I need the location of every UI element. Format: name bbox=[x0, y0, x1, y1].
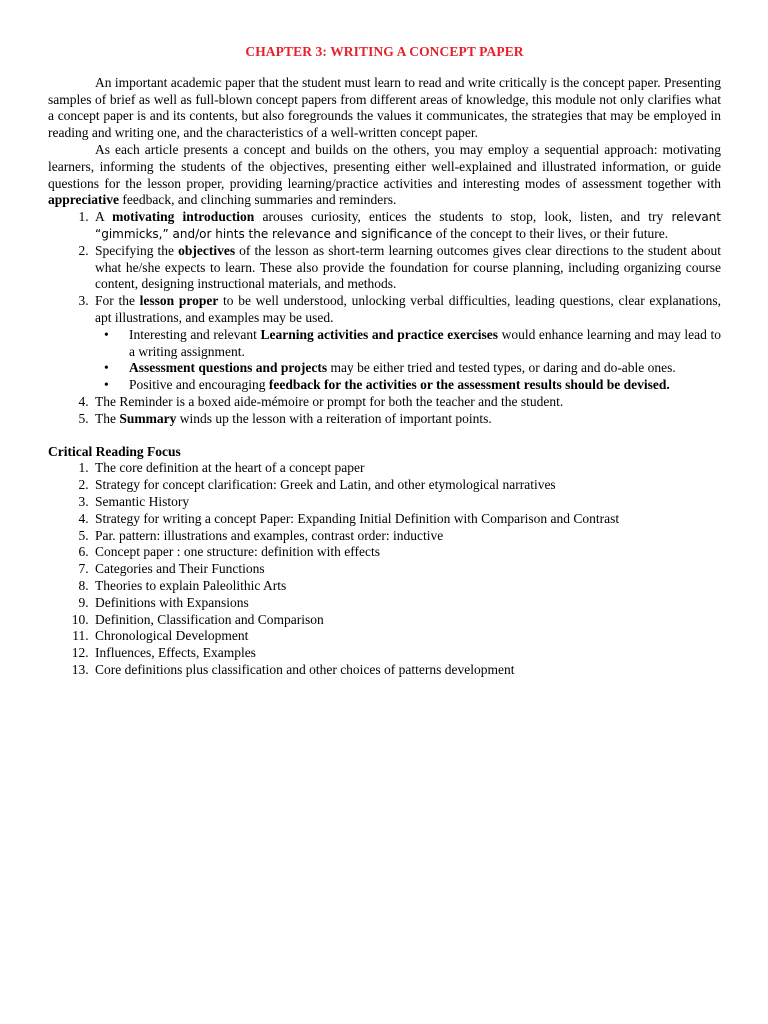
bullet-icon: • bbox=[104, 326, 109, 342]
bullet-item: • Positive and encouraging feedback for the activities or the assessment results should be devised. bbox=[104, 377, 670, 393]
list-item: 4. Strategy for writing a concept Paper: Expanding Initial Definition with Comparison and Contrast bbox=[92, 511, 721, 528]
list-item: 12. Influences, Effects, Examples bbox=[92, 645, 721, 662]
list-item: 11. Chronological Development bbox=[92, 628, 721, 645]
list-item: 3. Semantic History bbox=[92, 494, 721, 511]
list-item: 4. The Reminder is a boxed aide-mémoire or prompt for both the teacher and the student. bbox=[92, 394, 721, 411]
bullet-icon: • bbox=[104, 377, 109, 393]
critical-reading-focus-list bbox=[48, 460, 721, 678]
approach-paragraph: As each article presents a concept and builds on the others, you may employ a sequential approach: motivating learners, informing the students of the objectives, presenting either well-explained and illustrated information, or guide questions for the lesson proper, providing learning/practice activities and interesting modes of assessment together with appreciative feedback, and clinching summaries and reminders. bbox=[48, 141, 721, 208]
list-item: 2. Strategy for concept clarification: Greek and Latin, and other etymological narratives bbox=[92, 477, 721, 494]
list-item: 5. The Summary winds up the lesson with a reiteration of important points. bbox=[92, 411, 721, 428]
list-item: 13. Core definitions plus classification and other choices of patterns development bbox=[92, 662, 721, 679]
list-item: 1. The core definition at the heart of a concept paper bbox=[92, 460, 721, 477]
list-item: 8. Theories to explain Paleolithic Arts bbox=[92, 578, 721, 595]
bullet-item: • Interesting and relevant Learning activities and practice exercises would enhance learning and may lead to a writing assignment. bbox=[104, 326, 722, 359]
document-page bbox=[48, 44, 721, 679]
chapter-title: CHAPTER 3: WRITING A CONCEPT PAPER bbox=[245, 44, 524, 59]
section-heading: Critical Reading Focus bbox=[48, 443, 181, 459]
list-item: 2. Specifying the objectives of the lesson as short-term learning outcomes gives clear directions to the student about what he/she expects to learn. These also provide the foundation for course planning, including organizing course content, designing instructional materials, and methods. bbox=[92, 243, 721, 293]
lesson-proper-bullets bbox=[95, 327, 721, 394]
list-item: 3. For the lesson proper to be well understood, unlocking verbal difficulties, leading questions, clear explanations, apt illustrations, and examples may be used. • Interesting and relevant Learning activities and practice exercises would enhance learning and may lead to a writing assignment. • Assessment questions and projects may be either tried and tested types, or daring and do-able ones. • Positive and encouraging feedback for the activities or the assessment results should be devised. bbox=[92, 293, 721, 394]
list-item: 10. Definition, Classification and Comparison bbox=[92, 612, 721, 629]
list-item: 1. A motivating introduction arouses curiosity, entices the students to stop, look, listen, and try relevant “gimmicks,” and/or hints the relevance and significance of the concept to their lives, or their future. bbox=[92, 209, 721, 243]
list-item: 6. Concept paper : one structure: definition with effects bbox=[92, 544, 721, 561]
lesson-steps-list bbox=[48, 209, 721, 427]
bullet-item: • Assessment questions and projects may be either tried and tested types, or daring and do-able ones. bbox=[104, 360, 676, 376]
list-item: 5. Par. pattern: illustrations and examples, contrast order: inductive bbox=[92, 528, 721, 545]
list-item: 7. Categories and Their Functions bbox=[92, 561, 721, 578]
list-item: 9. Definitions with Expansions bbox=[92, 595, 721, 612]
bullet-icon: • bbox=[104, 360, 109, 376]
intro-paragraph: An important academic paper that the student must learn to read and write critically is the concept paper. Presenting samples of brief as well as full-blown concept papers from different areas of knowledge, this module not only clarifies what a concept paper is and its contents, but also foregrounds the values it communicates, the strategies that may be employed in reading and writing one, and the characteristics of a well-written concept paper. bbox=[48, 74, 721, 141]
